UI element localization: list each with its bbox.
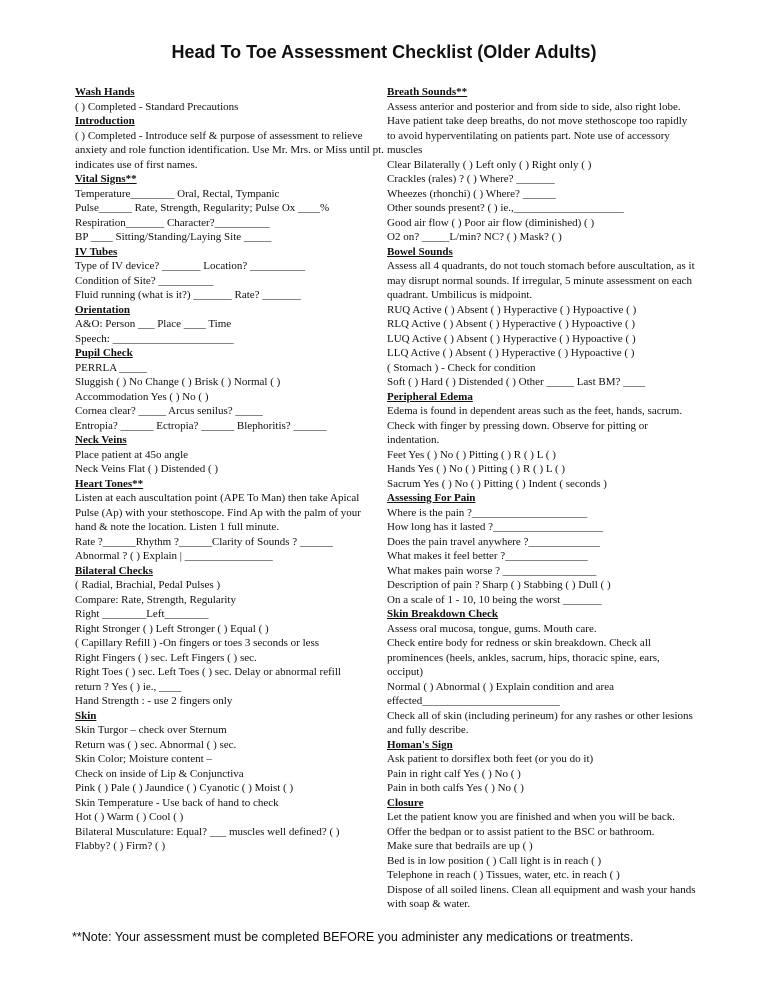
checklist-line: Good air flow ( ) Poor air flow (diminished) ( ): [387, 216, 595, 229]
checklist-line: Right Fingers ( ) sec. Left Fingers ( ) sec.: [75, 651, 257, 664]
checklist-line: Bed is in low position ( ) Call light is in reach ( ): [387, 854, 602, 867]
section-heading: Heart Tones**: [75, 477, 144, 490]
checklist-line: ( ) Completed - Introduce self & purpose of assessment to relieve anxiety and role function identification. Use Mr. Mrs. or Miss until pt. indicates use of first names.: [75, 129, 384, 171]
section-heading: Bilateral Checks: [75, 564, 153, 577]
checklist-line: Skin Color; Moisture content –: [75, 753, 212, 765]
checklist-line: Does the pain travel anywhere ?_____________: [387, 535, 600, 548]
checklist-line: Normal ( ) Abnormal ( ) Explain condition and area effected_________________________: [387, 680, 614, 707]
section-heading: Orientation: [75, 303, 130, 316]
checklist-line: Edema is found in dependent areas such as the feet, hands, sacrum. Check with finger by pressing down. Observe for pitting or indentation.: [387, 405, 683, 446]
checklist-line: Pain in right calf Yes ( ) No ( ): [387, 767, 521, 780]
checklist-line: Place patient at 45o angle: [75, 448, 189, 461]
footer-note: **Note: Your assessment must be completed BEFORE you administer any medications or treatments.: [72, 930, 634, 944]
section-heading: Skin Breakdown Check: [387, 608, 499, 620]
checklist-line: Speech: ______________________: [75, 332, 234, 345]
checklist-line: Rate ?______Rhythm ?______Clarity of Sounds ? ______: [75, 535, 333, 548]
checklist-line: Where is the pain ?_____________________: [387, 506, 588, 519]
checklist-line: BP ____ Sitting/Standing/Laying Site _____: [75, 231, 272, 243]
left-column: [75, 85, 385, 854]
checklist-line: Pain in both calfs Yes ( ) No ( ): [387, 782, 524, 794]
checklist-line: Flabby? ( ) Firm? ( ): [75, 840, 166, 852]
checklist-line: PERRLA _____: [75, 361, 147, 374]
checklist-line: Hands Yes ( ) No ( ) Pitting ( ) R ( ) L ( ): [387, 463, 566, 475]
checklist-line: Right Stronger ( ) Left Stronger ( ) Equal ( ): [75, 622, 269, 635]
checklist-line: Neck Veins Flat ( ) Distended ( ): [75, 463, 219, 475]
section-heading: Peripheral Edema: [387, 390, 473, 403]
checklist-line: Sluggish ( ) No Change ( ) Brisk ( ) Normal ( ): [75, 376, 281, 388]
checklist-line: Listen at each auscultation point (APE To Man) then take Apical Pulse (Ap) with your stethoscope. Find Ap with the palm of your hand & note the location. Listen 1 full minute.: [75, 492, 361, 533]
checklist-line: Fluid running (what is it?) _______ Rate? _______: [75, 289, 301, 301]
section-heading: Skin: [75, 709, 97, 722]
checklist-line: LUQ Active ( ) Absent ( ) Hyperactive ( ) Hypoactive ( ): [387, 332, 636, 345]
checklist-line: Hand Strength : - use 2 fingers only: [75, 695, 233, 707]
checklist-line: RLQ Active ( ) Absent ( ) Hyperactive ( ) Hypoactive ( ): [387, 318, 636, 330]
checklist-line: RUQ Active ( ) Absent ( ) Hyperactive ( ) Hypoactive ( ): [387, 303, 637, 316]
right-column: [387, 85, 697, 912]
checklist-line: Pink ( ) Pale ( ) Jaundice ( ) Cyanotic ( ) Moist ( ): [75, 782, 294, 794]
checklist-line: Feet Yes ( ) No ( ) Pitting ( ) R ( ) L ( ): [387, 448, 556, 461]
checklist-line: On a scale of 1 - 10, 10 being the worst _______: [387, 593, 602, 606]
section-heading: Wash Hands: [75, 86, 135, 98]
checklist-line: Assess all 4 quadrants, do not touch stomach before auscultation, as it may disrupt normal sounds. If irregular, 5 minute assessment on each quadrant. Umbilicus is midpoint.: [387, 260, 695, 301]
checklist-line: A&O: Person ___ Place ____ Time: [75, 318, 232, 330]
section-heading: Introduction: [75, 115, 135, 127]
checklist-line: ( Stomach ) - Check for condition: [387, 361, 536, 374]
checklist-line: Hot ( ) Warm ( ) Cool ( ): [75, 811, 184, 823]
checklist-line: Soft ( ) Hard ( ) Distended ( ) Other _____ Last BM? ____: [387, 376, 646, 388]
section-heading: IV Tubes: [75, 245, 118, 258]
checklist-line: Compare: Rate, Strength, Regularity: [75, 593, 236, 606]
checklist-line: Condition of Site? __________: [75, 274, 214, 287]
section-heading: Bowel Sounds: [387, 245, 453, 258]
checklist-line: Bilateral Musculature: Equal? ___ muscles well defined? ( ): [75, 825, 340, 838]
document-title: Head To Toe Assessment Checklist (Older Adults): [171, 42, 597, 62]
checklist-line: Let the patient know you are finished and when you will be back. Offer the bedpan or to assist patient to the BSC or bathroom.: [387, 811, 676, 838]
checklist-line: Assess oral mucosa, tongue, gums. Mouth care.: [387, 622, 597, 635]
checklist-line: How long has it lasted ?____________________: [387, 521, 604, 533]
checklist-line: Description of pain ? Sharp ( ) Stabbing ( ) Dull ( ): [387, 579, 611, 591]
section-heading: Assessing For Pain: [387, 492, 476, 504]
section-heading: Pupil Check: [75, 347, 133, 359]
checklist-line: O2 on? _____L/min? NC? ( ) Mask? ( ): [387, 231, 562, 243]
checklist-line: Crackles (rales) ? ( ) Where? _______: [387, 173, 555, 185]
checklist-line: Telephone in reach ( ) Tissues, water, etc. in reach ( ): [387, 869, 620, 881]
checklist-line: Temperature________ Oral, Rectal, Tympanic: [75, 187, 280, 200]
checklist-line: Accommodation Yes ( ) No ( ): [75, 390, 209, 403]
checklist-line: LLQ Active ( ) Absent ( ) Hyperactive ( ) Hypoactive ( ): [387, 347, 635, 359]
section-heading: Neck Veins: [75, 434, 127, 446]
checklist-line: Return was ( ) sec. Abnormal ( ) sec.: [75, 738, 237, 751]
checklist-line: Cornea clear? _____ Arcus senilus? _____: [75, 405, 263, 417]
checklist-line: Skin Turgor – check over Sternum: [75, 724, 227, 736]
checklist-line: Respiration_______ Character?__________: [75, 216, 270, 229]
section-heading: Vital Signs**: [75, 173, 137, 185]
checklist-line: ( Radial, Brachial, Pedal Pulses ): [75, 579, 221, 591]
checklist-line: Right Toes ( ) sec. Left Toes ( ) sec. Delay or abnormal refill: [75, 666, 341, 678]
section-heading: Closure: [387, 796, 424, 809]
checklist-line: What makes it feel better ?_______________: [387, 550, 588, 562]
checklist-line: Dispose of all soiled linens. Clean all equipment and wash your hands with soap & water.: [387, 883, 696, 910]
checklist-line: ( Capillary Refill ) -On fingers or toes 3 seconds or less: [75, 637, 320, 649]
checklist-line: Ask patient to dorsiflex both feet (or you do it): [387, 753, 594, 765]
section-heading: Breath Sounds**: [387, 86, 468, 98]
checklist-line: Check all of skin (including perineum) for any rashes or other lesions and fully describe.: [387, 709, 693, 736]
checklist-line: Skin Temperature - Use back of hand to check: [75, 796, 279, 809]
checklist-line: Pulse______ Rate, Strength, Regularity; Pulse Ox ____%: [75, 202, 330, 214]
checklist-line: Check on inside of Lip & Conjunctiva: [75, 767, 244, 780]
checklist-line: ( ) Completed - Standard Precautions: [75, 100, 239, 113]
checklist-line: return ? Yes ( ) ie., ____: [75, 680, 182, 693]
checklist-line: Abnormal ? ( ) Explain | ________________: [75, 550, 273, 562]
checklist-line: Sacrum Yes ( ) No ( ) Pitting ( ) Indent ( seconds ): [387, 477, 607, 490]
checklist-line: Right ________Left________: [75, 608, 209, 620]
checklist-line: Assess anterior and posterior and from side to side, also right lobe. Have patient take deep breaths, do not move stethoscope too rapidly to avoid hyperventilating on patients part. Note use of accessory muscles: [387, 100, 688, 156]
checklist-line: Clear Bilaterally ( ) Left only ( ) Right only ( ): [387, 158, 592, 171]
section-heading: Homan's Sign: [387, 738, 453, 751]
checklist-line: Make sure that bedrails are up ( ): [387, 840, 533, 852]
checklist-line: Entropia? ______ Ectropia? ______ Blephoritis? ______: [75, 419, 327, 432]
checklist-line: What makes pain worse ? _________________: [387, 564, 597, 577]
checklist-line: Type of IV device? _______ Location? __________: [75, 260, 305, 272]
checklist-line: Other sounds present? ( ) ie.,____________________: [387, 202, 624, 214]
checklist-line: Check entire body for redness or skin breakdown. Check all prominences (heels, ankles, sacrum, hips, thoracic spine, ears, occiput): [387, 637, 660, 678]
checklist-line: Wheezes (rhonchi) ( ) Where? ______: [387, 187, 556, 200]
